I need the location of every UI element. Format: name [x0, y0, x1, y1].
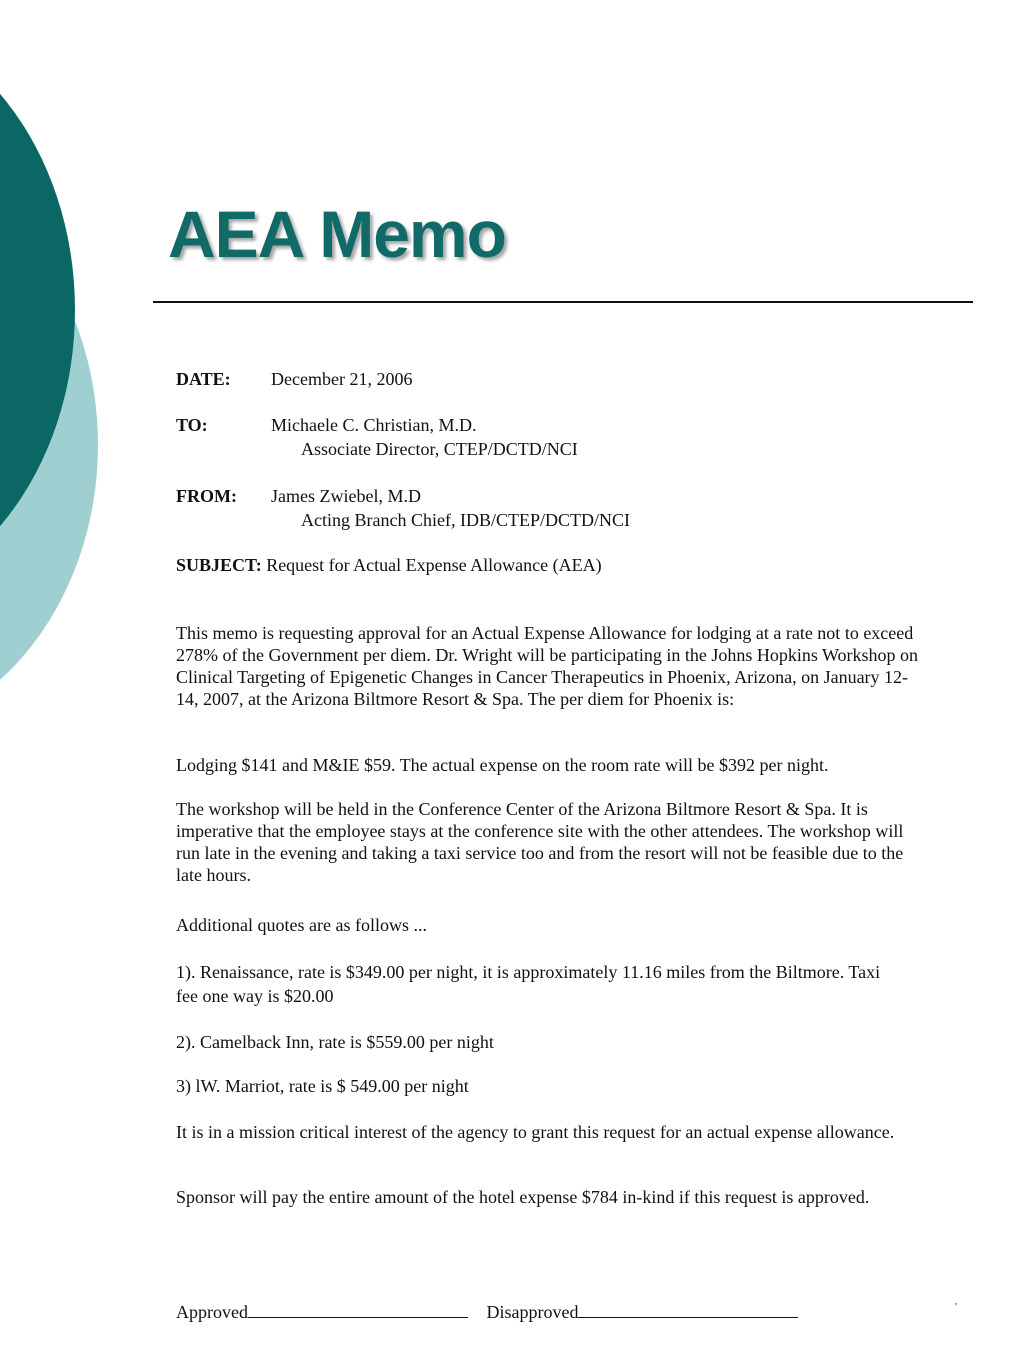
paragraph-workshop: The workshop will be held in the Conference Center of the Arizona Biltmore Resort & Spa. It is imperative that the employee stays at the conference site with the other attendees. The workshop will run late in the evening and taking a taxi service too and from the resort will not be feasible due to the late hours. [176, 799, 904, 885]
date-value: December 21, 2006 [271, 369, 413, 389]
page-mark: ' [955, 1302, 957, 1313]
subject-field [176, 554, 602, 576]
approved-label: Approved [176, 1302, 248, 1322]
paragraph-mission-critical: It is in a mission critical interest of the agency to grant this request for an actual expense allowance. [176, 1122, 895, 1142]
slide-title: AEA Memo [168, 197, 506, 271]
decorative-circles [0, 0, 120, 760]
quote-item-2: 2). Camelback Inn, rate is $559.00 per night [176, 1032, 494, 1052]
paragraph-sponsor: Sponsor will pay the entire amount of the hotel expense $784 in-kind if this request is approved. [176, 1187, 870, 1207]
quote-item-3: 3) lW. Marriot, rate is $ 549.00 per night [176, 1076, 469, 1096]
paragraph-quotes-intro: Additional quotes are as follows ... [176, 915, 427, 935]
from-label: FROM: [176, 486, 237, 506]
disapproved-signature-line[interactable] [578, 1299, 798, 1318]
from-name: James Zwiebel, M.D [271, 486, 421, 506]
paragraph-request: This memo is requesting approval for an Actual Expense Allowance for lodging at a rate not to exceed 278% of the Government per diem. Dr. Wright will be participating in the Johns Hopkins Workshop on Clinical Targeting of Epigenetic Changes in Cancer Therapeutics in Phoenix, Arizona, on January 12-14, 2007, at the Arizona Biltmore Resort & Spa. The per diem for Phoenix is: [176, 623, 919, 709]
subject-value: Request for Actual Expense Allowance (AEA) [266, 555, 602, 575]
disapproved-label: Disapproved [486, 1302, 579, 1322]
approved-signature-line[interactable] [248, 1299, 468, 1318]
to-label: TO: [176, 415, 208, 435]
quote-item-1: 1). Renaissance, rate is $349.00 per night, it is approximately 11.16 miles from the Biltmore. Taxi fee one way is $20.00 [176, 962, 881, 1006]
title-divider [153, 301, 973, 303]
to-name: Michaele C. Christian, M.D. [271, 415, 477, 435]
date-label: DATE: [176, 369, 231, 389]
from-title: Acting Branch Chief, IDB/CTEP/DCTD/NCI [301, 510, 630, 530]
paragraph-per-diem: Lodging $141 and M&IE $59. The actual expense on the room rate will be $392 per night. [176, 755, 829, 775]
approval-row [176, 1299, 812, 1323]
to-title: Associate Director, CTEP/DCTD/NCI [301, 439, 578, 459]
subject-label: SUBJECT: [176, 555, 262, 575]
